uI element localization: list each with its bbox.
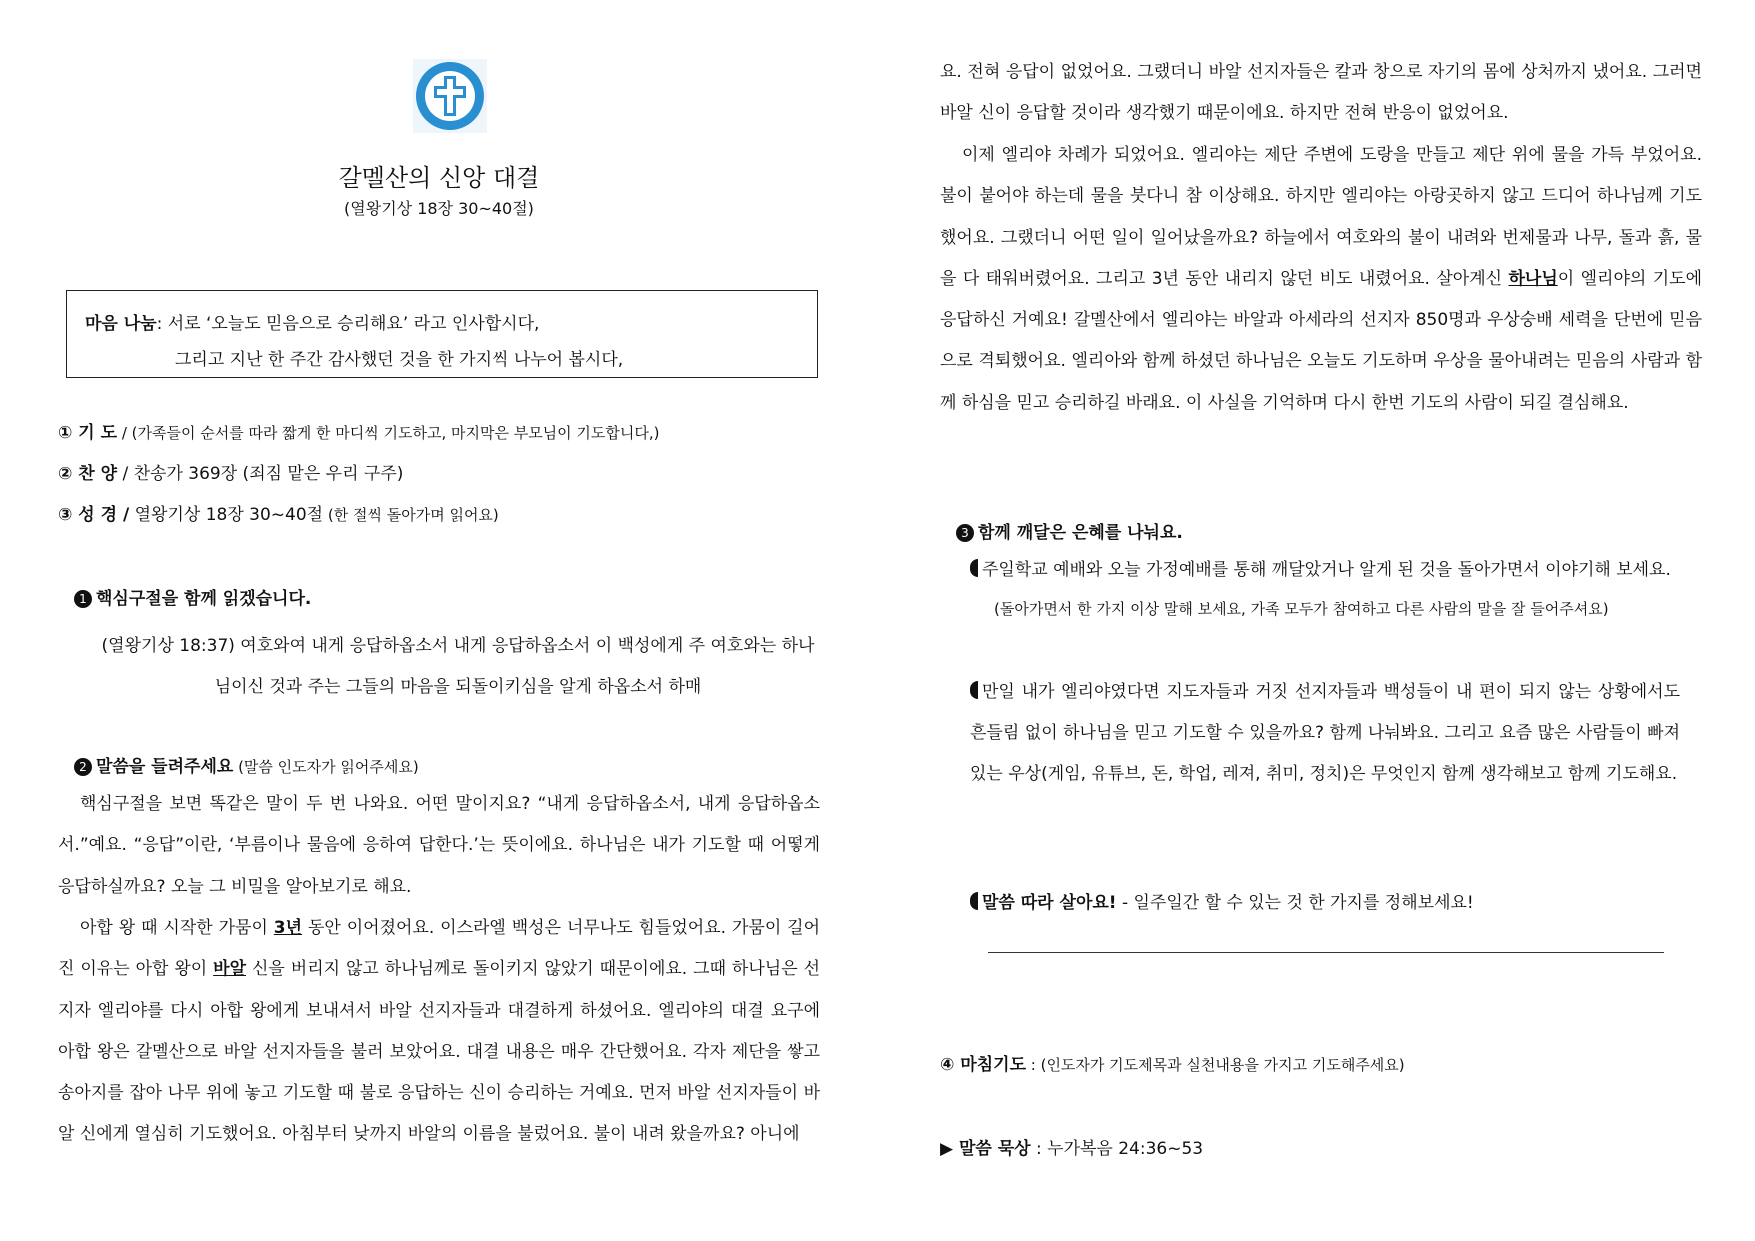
practice-label: 말씀 따라 살아요! <box>982 893 1117 913</box>
p2-text-b: 동안 이어졌어요. 이스라엘 백성은 너무나도 힘들었어요. 가뭄이 길어진 이유는 아합 왕이 <box>58 918 820 980</box>
number-three-badge: 3 <box>956 524 974 542</box>
page-subtitle: (열왕기상 18장 30~40절) <box>344 199 534 218</box>
share-text-1: : 서로 ‘오늘도 믿음으로 승리해요’ 라고 인사합시다, <box>156 314 540 334</box>
order-hymn <box>58 459 403 484</box>
scripture-note: (한 절씩 돌아가며 읽어요) <box>323 506 499 524</box>
order-scripture <box>58 500 499 525</box>
practice-line <box>970 888 1474 913</box>
answer-blank-line[interactable] <box>988 952 1664 953</box>
p4-text-b: 이 엘리야의 기도에 응답하신 거예요! 갈멜산에서 엘리야는 바알과 아세라의 선지자 850명과 우상숭배 세력을 단번에 믿음으로 격퇴했어요. 엘리아와 함께 하셨던 하나님은 오늘도 기도하며 우상을 물아내려는 믿음의 사람과 함께 하심을 믿고 승리하길 바래요. 이 사실을 기억하며 다시 한번 기도의 사람이 되길 결심해요. <box>940 268 1702 413</box>
p2-underline-years: 3년 <box>273 918 303 938</box>
number-two-badge: 2 <box>74 758 92 776</box>
share-line-2: 그리고 지난 한 주간 감사했던 것을 한 가지씩 나누어 봅시다, <box>175 350 624 370</box>
bullet-icon <box>970 892 978 910</box>
meditation-label: ▶ 말씀 묵상 <box>940 1139 1031 1159</box>
p2-text-a: 아합 왕 때 시작한 가뭄이 <box>80 918 274 938</box>
discussion-heading <box>956 518 1183 543</box>
share-label: 마음 나눔 <box>85 314 157 334</box>
question-1-text: 주일학교 예배와 오늘 가정예배를 통해 깨달았거나 알게 된 것을 돌아가면서 이야기해 보세요. <box>982 560 1671 580</box>
share-line-1 <box>85 309 539 334</box>
sermon-paragraph-4 <box>940 135 1702 424</box>
bullet-icon <box>970 559 978 577</box>
question-2-text: 만일 내가 엘리야였다면 지도자들과 거짓 선지자들과 백성들이 내 편이 되지 않는 상황에서도 흔들림 없이 하나님을 믿고 기도할 수 있을까요? 함께 나눠봐요. 그리고 요즘 많은 사람들이 빠져있는 우상(게임, 유튜브, 돈, 학업, 레져, 취미, 정치)은 무엇인지 함께 생각해보고 함께 기도해요. <box>970 682 1680 784</box>
scripture-text: 열왕기상 18장 30~40절 <box>129 505 324 525</box>
question-1 <box>970 550 1680 591</box>
p2-underline-baal: 바알 <box>213 959 247 980</box>
scripture-label: ③ 성 경 / <box>58 505 130 525</box>
church-logo-icon <box>412 58 488 134</box>
closing-note: : (인도자가 기도제목과 실천내용을 가지고 기도해주세요) <box>1026 1056 1405 1074</box>
p4-text-a: 이제 엘리야 차례가 되었어요. 엘리야는 제단 주변에 도랑을 만들고 제단 위에 물을 가득 부었어요. 불이 붙어야 하는데 물을 붓다니 참 이상해요. 하지만 엘리야는 아랑곳하지 않고 드디어 하나님께 기도했어요. 그랬더니 어떤 일이 일어났을까요? 하늘에서 여호와의 불이 내려와 번제물과 나무, 돌과 흙, 물을 다 태워버렸어요. 그리고 3년 동안 내리지 않던 비도 내렸어요. 살아계신 <box>940 145 1702 289</box>
question-2 <box>970 672 1680 795</box>
p4-underline-god: 하나님 <box>1508 268 1558 289</box>
heart-sharing-box <box>66 290 818 378</box>
key-verse-heading <box>74 584 311 609</box>
discussion-heading-text: 함께 깨달은 은혜를 나눠요. <box>978 523 1183 543</box>
meditation-text: : 누가복음 24:36~53 <box>1030 1139 1204 1159</box>
meditation-line <box>940 1134 1203 1159</box>
closing-prayer <box>940 1050 1405 1075</box>
sermon-heading <box>74 752 419 777</box>
sermon-paragraph-1: 핵심구절을 보면 똑같은 말이 두 번 나와요. 어떤 말이지요? “내게 응답하옵소서, 내게 응답하옵소서.”예요. “응답”이란, ‘부름이나 물음에 응하여 답한다.’는 뜻이에요. 하나님은 내가 기도할 때 어떻게 응답하실까요? 오늘 그 비밀을 알아보기로 해요. <box>58 794 820 897</box>
key-verse-text: (열왕기상 18:37) 여호와여 내게 응답하옵소서 내게 응답하옵소서 이 백성에게 주 여호와는 하나님이신 것과 주는 그들의 마음을 되돌이키심을 알게 하옵소서 하매 <box>101 636 815 697</box>
closing-label: ④ 마침기도 <box>940 1055 1026 1075</box>
sermon-note: (말씀 인도자가 읽어주세요) <box>233 758 419 776</box>
question-1-note: (돌아가면서 한 가지 이상 말해 보세요, 가족 모두가 참여하고 다른 사람의 말을 잘 들어주셔요) <box>994 600 1609 618</box>
prayer-label: ① 기 도 <box>58 423 118 443</box>
sermon-paragraph-3: 요. 전혀 응답이 없었어요. 그랬더니 바알 선지자들은 칼과 창으로 자기의 몸에 상처까지 냈어요. 그러면 바알 신이 응답할 것이라 생각했기 때문이에요. 하지만 전혀 반응이 없었어요. <box>940 62 1702 124</box>
hymn-text: / 찬송가 369장 (죄짐 맡은 우리 구주) <box>117 464 404 484</box>
prayer-note: / (가족들이 순서를 따라 짧게 한 마디씩 기도하고, 마지막은 부모님이 기도합니다,) <box>117 424 660 442</box>
practice-text: - 일주일간 할 수 있는 것 한 가지를 정해보세요! <box>1116 893 1474 913</box>
sermon-heading-text: 말씀을 들려주세요 <box>96 757 234 777</box>
page-title: 갈멜산의 신앙 대결 <box>338 164 540 192</box>
p2-text-c: 신을 버리지 않고 하나님께로 돌이키지 않았기 때문이에요. 그때 하나님은 선지자 엘리야를 다시 아합 왕에게 보내셔서 바알 선지자들과 대결하게 하셨어요. 엘리야의 대결 요구에 아합 왕은 갈멜산으로 바알 선지자들을 불러 보았어요. 대결 내용은 매우 간단했어요. 각자 제단을 쌓고 송아지를 잡아 나무 위에 놓고 기도할 때 불로 응답하는 신이 승리하는 거예요. 먼저 바알 선지자들이 바알 신에게 열심히 기도했어요. 아침부터 낮까지 바알의 이름을 불렀어요. 불이 내려 왔을까요? 아니에 <box>58 959 820 1145</box>
key-verse-heading-text: 핵심구절을 함께 읽겠습니다. <box>96 589 312 609</box>
bullet-icon <box>970 681 978 699</box>
number-one-badge: 1 <box>74 590 92 608</box>
sermon-paragraph-2 <box>58 908 820 1156</box>
hymn-label: ② 찬 양 <box>58 464 118 484</box>
order-prayer <box>58 418 660 443</box>
